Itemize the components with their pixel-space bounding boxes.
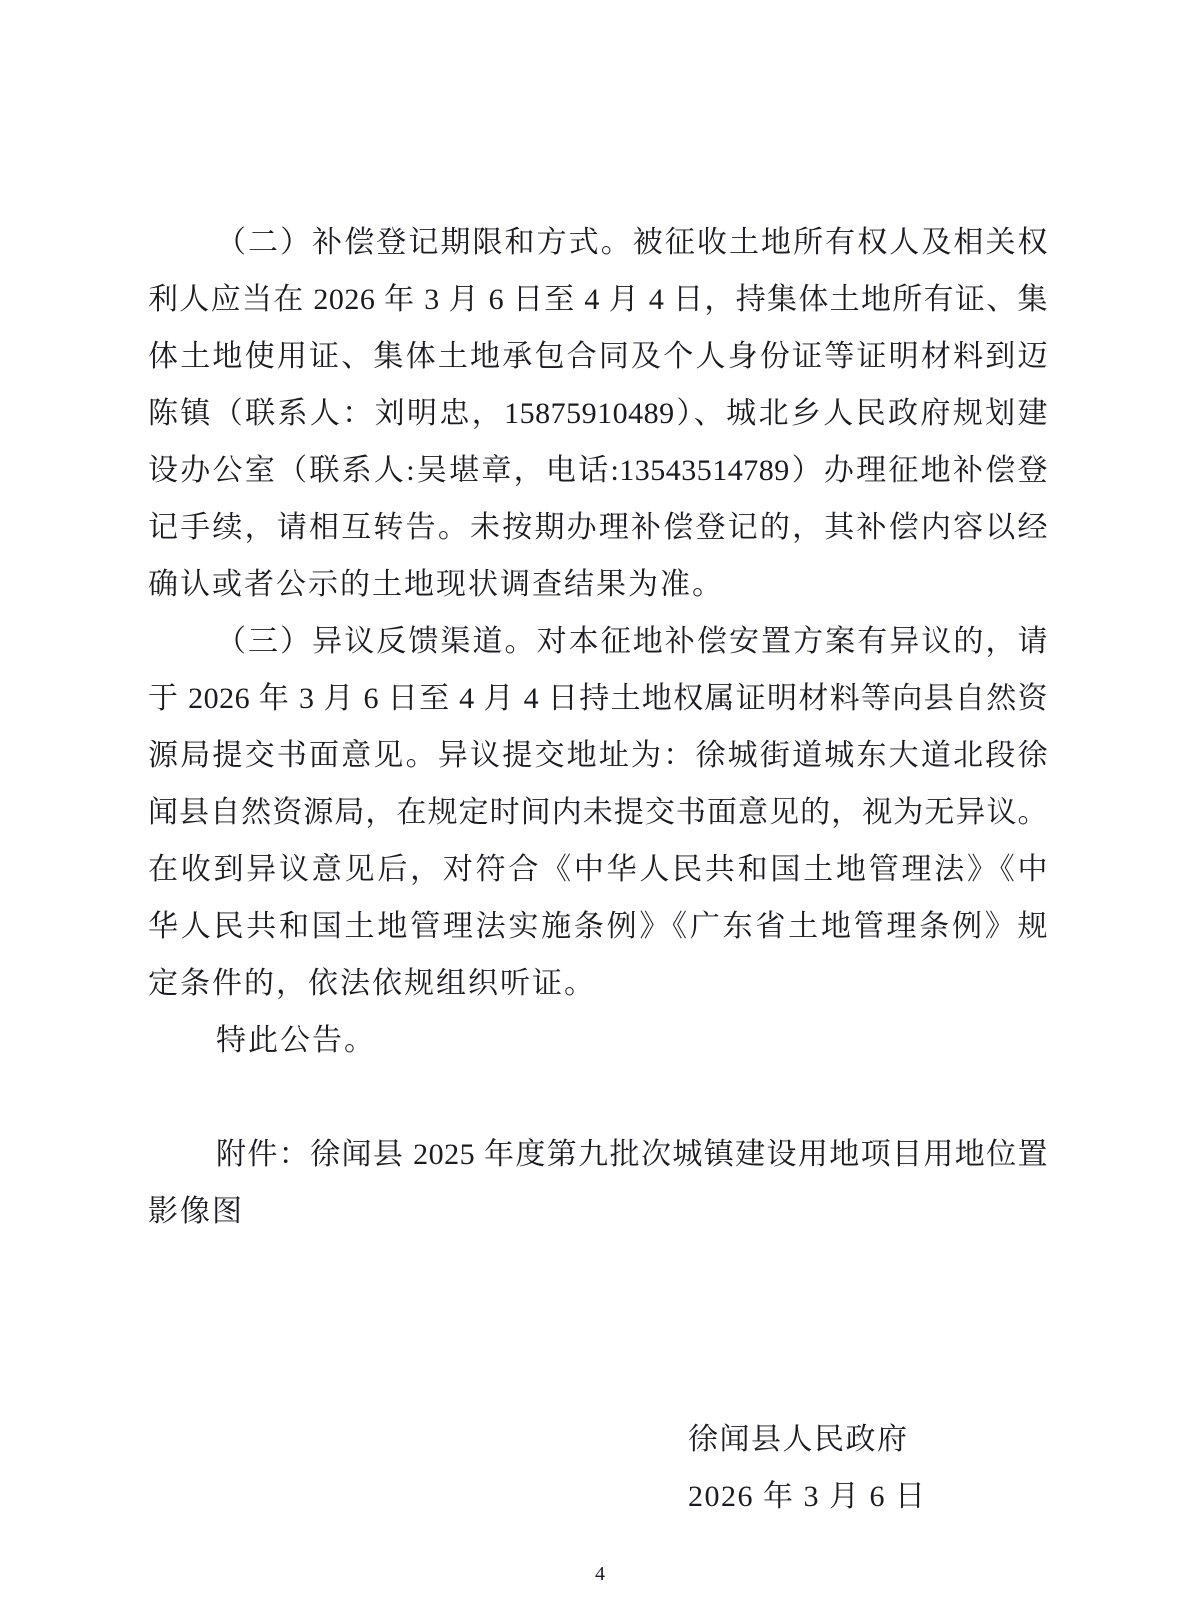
doc-line: 确认或者公示的土地现状调查结果为准。	[148, 568, 724, 601]
doc-line: 影像图	[148, 1195, 244, 1228]
doc-line: 附件：徐闻县 2025 年度第九批次城镇建设用地项目用地位置	[216, 1138, 1048, 1171]
doc-line: 陈镇（联系人：刘明忠，15875910489）、城北乡人民政府规划建	[148, 397, 1048, 430]
signature-date: 2026 年 3 月 6 日	[688, 1480, 927, 1513]
doc-line: 设办公室（联系人:吴堪章，电话:13543514789）办理征地补偿登	[148, 454, 1048, 487]
paragraph-attachment	[148, 1126, 1048, 1240]
paragraph-objection-feedback	[148, 613, 1048, 1012]
doc-line: 在收到异议意见后，对符合《中华人民共和国土地管理法》《中	[148, 853, 1048, 886]
page-footer	[0, 1562, 1200, 1586]
doc-line: （二）补偿登记期限和方式。被征收土地所有权人及相关权	[216, 226, 1048, 259]
doc-line: 记手续，请相互转告。未按期办理补偿登记的，其补偿内容以经	[148, 511, 1048, 544]
doc-line: 定条件的，依法依规组织听证。	[148, 967, 596, 1000]
doc-line: 源局提交书面意见。异议提交地址为：徐城街道城东大道北段徐	[148, 739, 1048, 772]
doc-line: 体土地使用证、集体土地承包合同及个人身份证等证明材料到迈	[148, 340, 1048, 373]
doc-line: 闻县自然资源局，在规定时间内未提交书面意见的，视为无异议。	[148, 796, 1048, 829]
doc-line: 特此公告。	[216, 1024, 376, 1057]
blank-line	[148, 1069, 1048, 1126]
paragraph-closing	[148, 1012, 1048, 1069]
doc-line: 华人民共和国土地管理法实施条例》《广东省土地管理条例》规	[148, 910, 1048, 943]
page-number: 4	[595, 1563, 605, 1585]
document-body	[148, 214, 1048, 1240]
doc-line: 利人应当在 2026 年 3 月 6 日至 4 月 4 日，持集体土地所有证、集	[148, 283, 1048, 316]
doc-line: （三）异议反馈渠道。对本征地补偿安置方案有异议的，请	[216, 625, 1048, 658]
signature-organization: 徐闻县人民政府	[688, 1423, 909, 1456]
signature-block	[688, 1411, 927, 1525]
paragraph-compensation-registration	[148, 214, 1048, 613]
doc-line: 于 2026 年 3 月 6 日至 4 月 4 日持土地权属证明材料等向县自然资	[148, 682, 1048, 715]
